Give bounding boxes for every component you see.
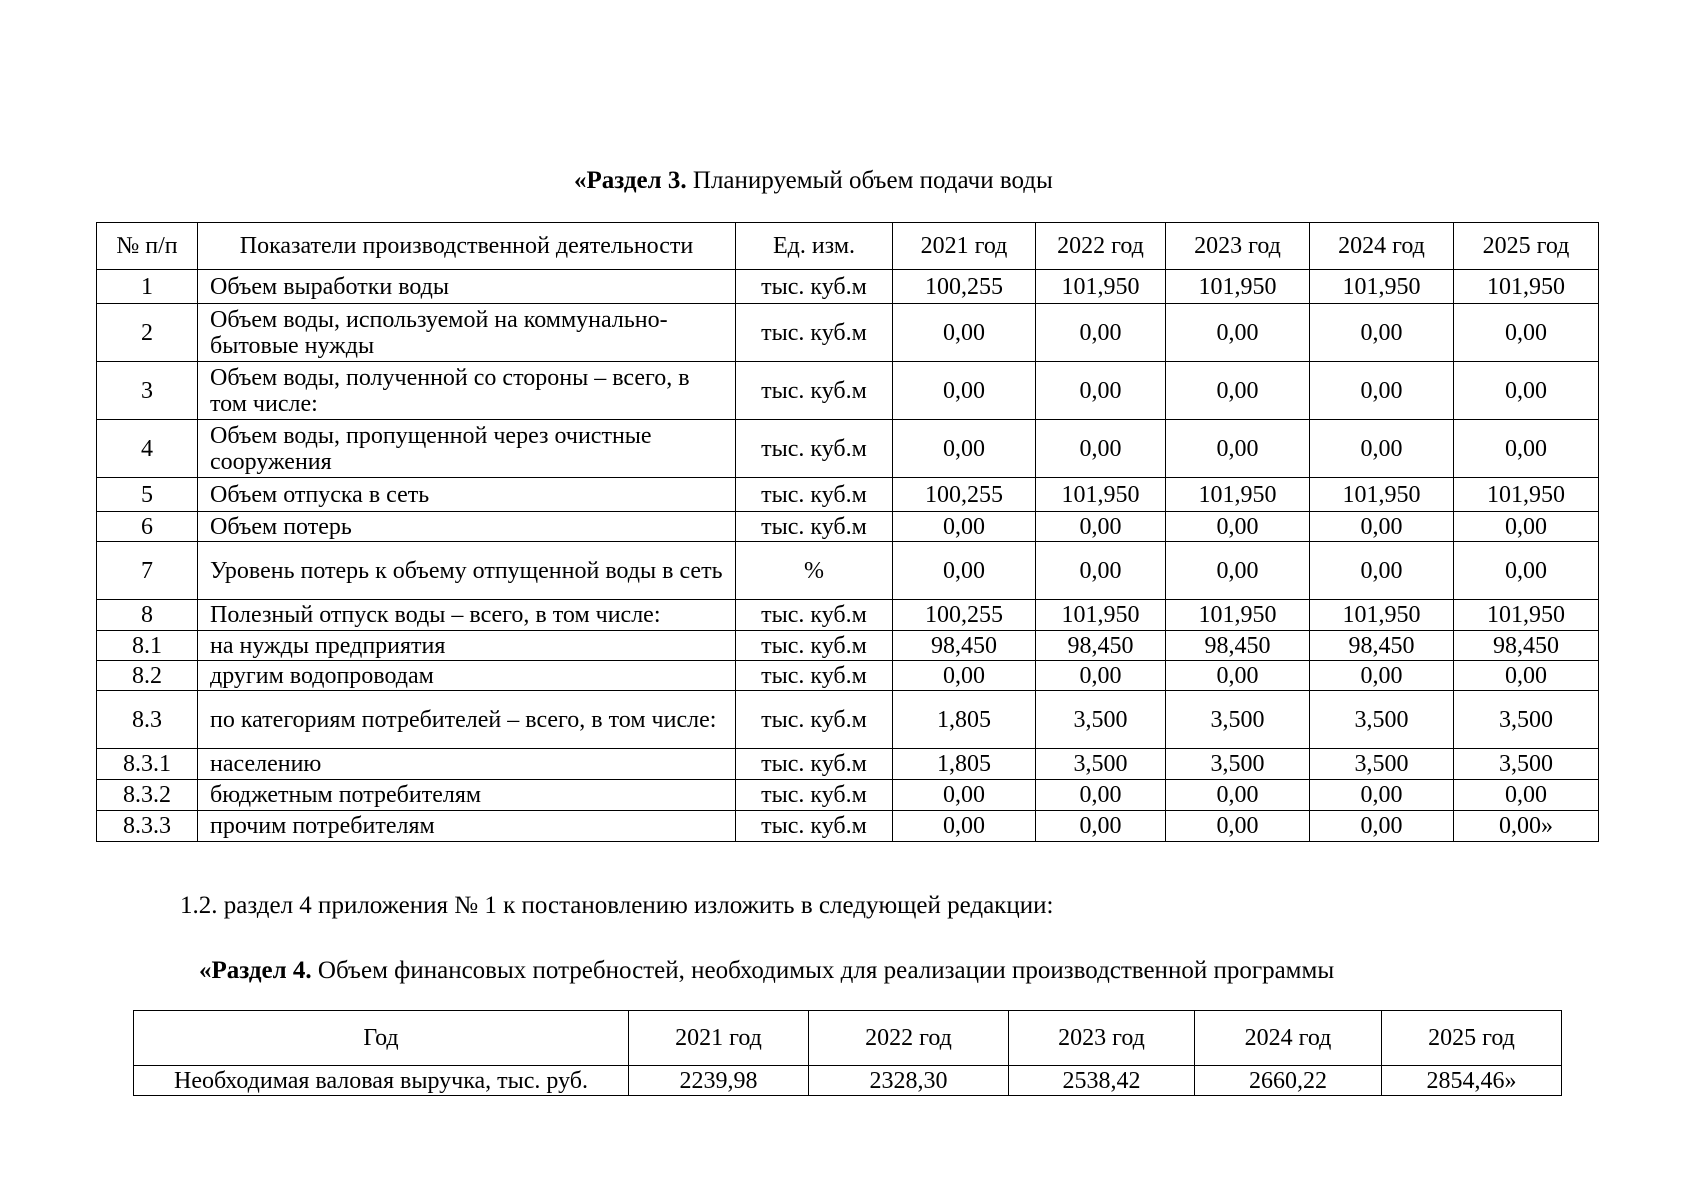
indicator-cell: Необходимая валовая выручка, тыс. руб. (134, 1066, 629, 1096)
water-supply-table (96, 222, 1599, 842)
row-number-cell: 8.3.1 (97, 749, 198, 780)
col-header: Показатели производственной деятельности (198, 223, 736, 270)
indicator-cell: по категориям потребителей – всего, в том числе: (198, 691, 736, 749)
row-number-cell: 2 (97, 304, 198, 362)
col-header: 2021 год (893, 223, 1036, 270)
value-cell: 2538,42 (1009, 1066, 1195, 1096)
value-cell: 0,00 (1036, 362, 1166, 420)
value-cell: 100,255 (893, 478, 1036, 512)
value-cell: 101,950 (1454, 270, 1599, 304)
unit-cell: тыс. куб.м (736, 512, 893, 542)
indicator-cell: Уровень потерь к объему отпущенной воды в сеть (198, 542, 736, 600)
value-cell: 2239,98 (629, 1066, 809, 1096)
col-header: Ед. изм. (736, 223, 893, 270)
value-cell: 101,950 (1310, 270, 1454, 304)
value-cell: 0,00 (1310, 304, 1454, 362)
indicator-cell: Объем воды, полученной со стороны – всего, в том числе: (198, 362, 736, 420)
row-number-cell: 5 (97, 478, 198, 512)
table-row (134, 1066, 1562, 1096)
value-cell: 1,805 (893, 691, 1036, 749)
value-cell: 0,00 (1036, 661, 1166, 691)
section3-title-bold: «Раздел 3. (574, 167, 687, 194)
row-number-cell: 8.2 (97, 661, 198, 691)
value-cell: 0,00 (1310, 420, 1454, 478)
unit-cell: тыс. куб.м (736, 811, 893, 842)
value-cell: 98,450 (1036, 631, 1166, 661)
value-cell: 3,500 (1166, 691, 1310, 749)
value-cell: 0,00 (1454, 420, 1599, 478)
row-number-cell: 7 (97, 542, 198, 600)
value-cell: 0,00 (1166, 811, 1310, 842)
value-cell: 3,500 (1310, 691, 1454, 749)
indicator-cell: Полезный отпуск воды – всего, в том числе: (198, 600, 736, 631)
indicator-cell: на нужды предприятия (198, 631, 736, 661)
value-cell: 0,00 (1454, 362, 1599, 420)
table-row (97, 478, 1599, 512)
value-cell: 101,950 (1454, 478, 1599, 512)
value-cell: 0,00 (1454, 780, 1599, 811)
value-cell: 0,00 (893, 811, 1036, 842)
row-number-cell: 4 (97, 420, 198, 478)
unit-cell: тыс. куб.м (736, 661, 893, 691)
value-cell: 0,00 (1036, 780, 1166, 811)
row-number-cell: 3 (97, 362, 198, 420)
unit-cell: тыс. куб.м (736, 478, 893, 512)
col-header: 2025 год (1454, 223, 1599, 270)
value-cell: 2854,46» (1382, 1066, 1562, 1096)
value-cell: 3,500 (1454, 749, 1599, 780)
value-cell: 0,00 (1036, 420, 1166, 478)
value-cell: 0,00 (1310, 780, 1454, 811)
value-cell: 2660,22 (1195, 1066, 1382, 1096)
col-header: № п/п (97, 223, 198, 270)
col-header: Год (134, 1011, 629, 1066)
value-cell: 101,950 (1310, 600, 1454, 631)
value-cell: 101,950 (1166, 600, 1310, 631)
col-header: 2024 год (1310, 223, 1454, 270)
value-cell: 0,00 (1310, 661, 1454, 691)
value-cell: 98,450 (1166, 631, 1310, 661)
value-cell: 101,950 (1166, 478, 1310, 512)
col-header: 2024 год (1195, 1011, 1382, 1066)
table-row (97, 542, 1599, 600)
section3-title (574, 167, 1053, 195)
table-row (97, 749, 1599, 780)
value-cell: 3,500 (1036, 749, 1166, 780)
value-cell: 101,950 (1454, 600, 1599, 631)
value-cell: 101,950 (1036, 600, 1166, 631)
indicator-cell: Объем выработки воды (198, 270, 736, 304)
table-header-row (97, 223, 1599, 270)
table-row (97, 362, 1599, 420)
value-cell: 0,00 (1166, 661, 1310, 691)
value-cell: 1,805 (893, 749, 1036, 780)
value-cell: 2328,30 (809, 1066, 1009, 1096)
indicator-cell: Объем воды, используемой на коммунально-бытовые нужды (198, 304, 736, 362)
unit-cell: тыс. куб.м (736, 362, 893, 420)
value-cell: 101,950 (1166, 270, 1310, 304)
unit-cell: тыс. куб.м (736, 304, 893, 362)
unit-cell: тыс. куб.м (736, 270, 893, 304)
value-cell: 101,950 (1036, 478, 1166, 512)
col-header: 2025 год (1382, 1011, 1562, 1066)
value-cell: 0,00 (1454, 304, 1599, 362)
col-header: 2022 год (809, 1011, 1009, 1066)
table-row (97, 631, 1599, 661)
row-number-cell: 8.1 (97, 631, 198, 661)
unit-cell: тыс. куб.м (736, 691, 893, 749)
table-row (97, 270, 1599, 304)
col-header: 2022 год (1036, 223, 1166, 270)
row-number-cell: 8.3.2 (97, 780, 198, 811)
value-cell: 101,950 (1310, 478, 1454, 512)
value-cell: 0,00 (1454, 542, 1599, 600)
value-cell: 0,00 (1454, 661, 1599, 691)
row-number-cell: 8.3 (97, 691, 198, 749)
value-cell: 3,500 (1310, 749, 1454, 780)
value-cell: 0,00 (1166, 542, 1310, 600)
col-header: 2023 год (1009, 1011, 1195, 1066)
value-cell: 98,450 (1454, 631, 1599, 661)
table-row (97, 420, 1599, 478)
section3-title-text: Планируемый объем подачи воды (686, 167, 1053, 194)
row-number-cell: 1 (97, 270, 198, 304)
value-cell: 0,00 (1310, 811, 1454, 842)
value-cell: 0,00 (1310, 512, 1454, 542)
section4-title-text: Объем финансовых потребностей, необходимых для реализации производственной программы (311, 957, 1335, 984)
value-cell: 0,00 (1036, 512, 1166, 542)
value-cell: 0,00 (1036, 304, 1166, 362)
col-header: 2023 год (1166, 223, 1310, 270)
value-cell: 0,00 (1166, 304, 1310, 362)
row-number-cell: 6 (97, 512, 198, 542)
value-cell: 98,450 (1310, 631, 1454, 661)
value-cell: 0,00 (1166, 420, 1310, 478)
unit-cell: тыс. куб.м (736, 420, 893, 478)
value-cell: 0,00 (1166, 780, 1310, 811)
unit-cell: % (736, 542, 893, 600)
indicator-cell: бюджетным потребителям (198, 780, 736, 811)
table-row (97, 304, 1599, 362)
value-cell: 100,255 (893, 270, 1036, 304)
section4-title (199, 957, 1334, 985)
indicator-cell: другим водопроводам (198, 661, 736, 691)
indicator-cell: Объем отпуска в сеть (198, 478, 736, 512)
value-cell: 0,00 (1454, 512, 1599, 542)
row-number-cell: 8.3.3 (97, 811, 198, 842)
indicator-cell: Объем потерь (198, 512, 736, 542)
amendment-paragraph: 1.2. раздел 4 приложения № 1 к постановлению изложить в следующей редакции: (180, 892, 1054, 919)
table-row (97, 691, 1599, 749)
value-cell: 0,00 (1310, 362, 1454, 420)
value-cell: 3,500 (1166, 749, 1310, 780)
value-cell: 98,450 (893, 631, 1036, 661)
value-cell: 101,950 (1036, 270, 1166, 304)
indicator-cell: Объем воды, пропущенной через очистные сооружения (198, 420, 736, 478)
value-cell: 0,00» (1454, 811, 1599, 842)
value-cell: 0,00 (1036, 811, 1166, 842)
value-cell: 0,00 (893, 780, 1036, 811)
table-header-row (134, 1011, 1562, 1066)
value-cell: 0,00 (1036, 542, 1166, 600)
financial-needs-table (133, 1010, 1562, 1096)
row-number-cell: 8 (97, 600, 198, 631)
table-row (97, 811, 1599, 842)
value-cell: 0,00 (893, 362, 1036, 420)
indicator-cell: населению (198, 749, 736, 780)
table-row (97, 600, 1599, 631)
value-cell: 0,00 (1310, 542, 1454, 600)
value-cell: 0,00 (1166, 362, 1310, 420)
unit-cell: тыс. куб.м (736, 780, 893, 811)
unit-cell: тыс. куб.м (736, 600, 893, 631)
value-cell: 100,255 (893, 600, 1036, 631)
table-row (97, 780, 1599, 811)
unit-cell: тыс. куб.м (736, 749, 893, 780)
value-cell: 3,500 (1454, 691, 1599, 749)
unit-cell: тыс. куб.м (736, 631, 893, 661)
value-cell: 0,00 (893, 304, 1036, 362)
table-row (97, 512, 1599, 542)
value-cell: 0,00 (893, 420, 1036, 478)
table-row (97, 661, 1599, 691)
value-cell: 3,500 (1036, 691, 1166, 749)
col-header: 2021 год (629, 1011, 809, 1066)
section4-title-bold: «Раздел 4. (199, 957, 312, 984)
value-cell: 0,00 (1166, 512, 1310, 542)
value-cell: 0,00 (893, 661, 1036, 691)
value-cell: 0,00 (893, 512, 1036, 542)
indicator-cell: прочим потребителям (198, 811, 736, 842)
value-cell: 0,00 (893, 542, 1036, 600)
